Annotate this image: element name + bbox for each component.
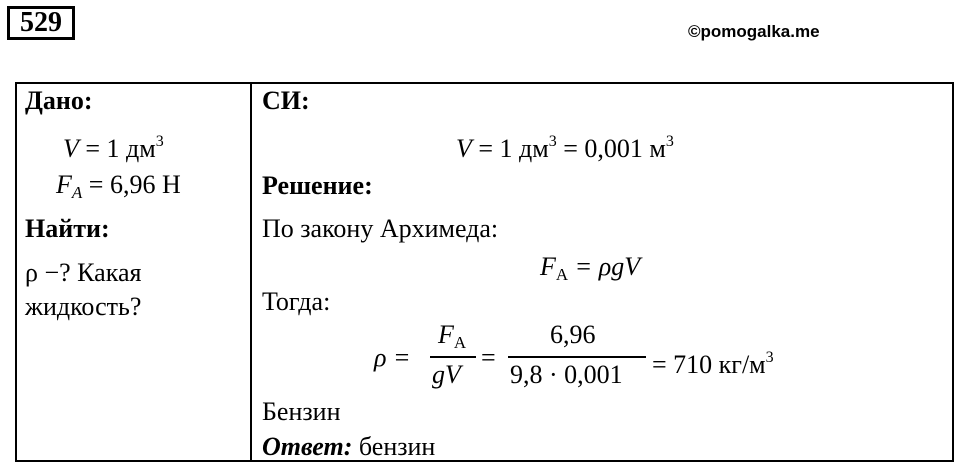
find-line-2: жидкость? — [25, 292, 142, 321]
si-heading: СИ: — [262, 86, 310, 115]
law-text: По закону Архимеда: — [262, 214, 499, 243]
given-force: $F_A = 6,96$ Н — [56, 170, 181, 202]
fraction-denominator: gV — [432, 360, 461, 389]
find-line-1: ρ −? Какая — [25, 258, 142, 287]
problem-number: 529 — [7, 6, 75, 40]
fraction-numerator: $F_А$ — [438, 320, 467, 352]
fraction-values — [508, 320, 646, 392]
calc-rho: ρ = — [374, 343, 411, 372]
answer-value: бензин — [352, 432, 436, 461]
given-heading: Дано: — [25, 86, 93, 115]
given-volume: V = 1 $дм^3$ — [63, 133, 164, 163]
calc-equals: = — [481, 343, 496, 372]
find-heading: Найти: — [25, 214, 110, 243]
calc-result: = 710 $кг/м^3$ — [652, 349, 774, 379]
fraction-bar — [430, 356, 476, 358]
fraction-value-bar — [508, 356, 646, 358]
archimedes-formula: $F_А = \rho gV$ — [540, 252, 641, 284]
solution-heading: Решение: — [262, 171, 373, 200]
answer-label: Ответ: — [262, 432, 353, 461]
fraction-fa-gv — [430, 320, 476, 392]
si-volume: V = 1 $дм^3 = 0,001$ $м^3$ — [456, 133, 674, 163]
then-text: Тогда: — [262, 287, 331, 316]
fraction-value-denominator: 9,8 · 0,001 — [510, 360, 623, 389]
fraction-value-numerator: 6,96 — [550, 320, 596, 349]
conclusion-text: Бензин — [262, 397, 341, 426]
answer-line — [262, 432, 435, 462]
column-divider — [250, 82, 252, 462]
watermark: ©pomogalka.me — [688, 22, 820, 41]
